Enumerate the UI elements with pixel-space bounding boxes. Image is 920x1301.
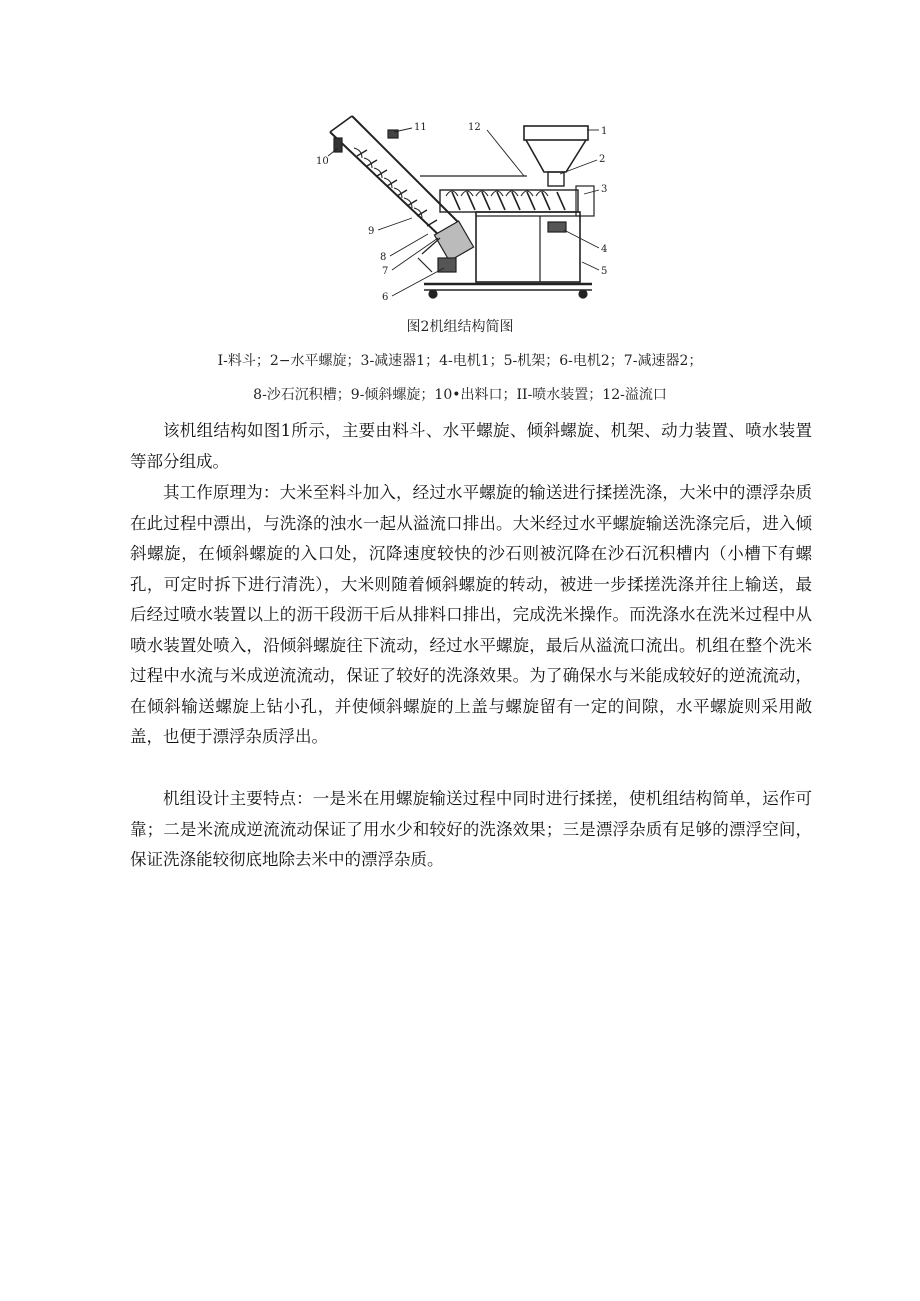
callout-5: 5 bbox=[601, 266, 608, 277]
callout-10: 10 bbox=[316, 156, 329, 167]
callout-4: 4 bbox=[601, 244, 608, 255]
callout-3: 3 bbox=[601, 184, 608, 195]
callout-11: 11 bbox=[414, 122, 427, 133]
motor-2 bbox=[434, 221, 473, 272]
hopper bbox=[524, 126, 588, 186]
callout-7: 7 bbox=[382, 266, 389, 277]
machine-structure-diagram bbox=[312, 108, 614, 304]
callout-8: 8 bbox=[380, 252, 387, 263]
horizontal-screw bbox=[440, 190, 578, 212]
callout-1: 1 bbox=[601, 126, 608, 137]
figure-caption: 图2机组结构简图 bbox=[406, 319, 514, 335]
paragraph-working-principle: 其工作原理为：大米至料斗加入，经过水平螺旋的输送进行揉搓洗涤，大米中的漂浮杂质在此过程中漂出，与洗涤的浊水一起从溢流口排出。大米经过水平螺旋输送洗涤完后，进入倾斜螺旋，在倾斜螺旋的入口处，沉降速度较快的沙石则被沉降在沙石沉积槽内（小槽下有螺孔，可定时拆下进行清洗），大米则随着倾斜螺旋的转动，被进一步揉搓洗涤并往上输送，最后经过喷水装置以上的沥干段沥干后从排料口排出，完成洗米操作。而洗涤水在洗米过程中从喷水装置处喷入，沿倾斜螺旋往下流动，经过水平螺旋，最后从溢流口流出。机组在整个洗米过程中水流与米成逆流流动，保证了较好的洗涤效果。为了确保水与米能成较好的逆流流动，在倾斜输送螺旋上钻小孔，并使倾斜螺旋的上盖与螺旋留有一定的间隙，水平螺旋则采用敞盖，也便于漂浮杂质浮出。 bbox=[130, 483, 812, 746]
legend-line-2: 8-沙石沉积槽；9-倾斜螺旋；10•出料口；II-喷水装置；12-溢流口 bbox=[253, 387, 667, 403]
sediment-trough bbox=[418, 238, 440, 272]
callout-6: 6 bbox=[382, 292, 389, 303]
callout-12: 12 bbox=[468, 122, 481, 133]
paragraph-design-features: 机组设计主要特点：一是米在用螺旋输送过程中同时进行揉搓，使机组结构简单，运作可靠；二是米流成逆流流动保证了用水少和较好的洗涤效果；三是漂浮杂质有足够的漂浮空间，保证洗涤能较彻底地除去米中的漂浮杂质。 bbox=[130, 789, 812, 869]
callout-2: 2 bbox=[599, 154, 606, 165]
callout-9: 9 bbox=[368, 226, 375, 237]
discharge-outlet bbox=[334, 130, 398, 152]
legend-line-1: I-料斗；2−水平螺旋；3-减速器1；4-电机1；5-机架；6-电机2；7-减速器2； bbox=[217, 353, 703, 369]
paragraph-structure: 该机组结构如图1所示，主要由料斗、水平螺旋、倾斜螺旋、机架、动力装置、喷水装置等部分组成。 bbox=[130, 421, 812, 471]
